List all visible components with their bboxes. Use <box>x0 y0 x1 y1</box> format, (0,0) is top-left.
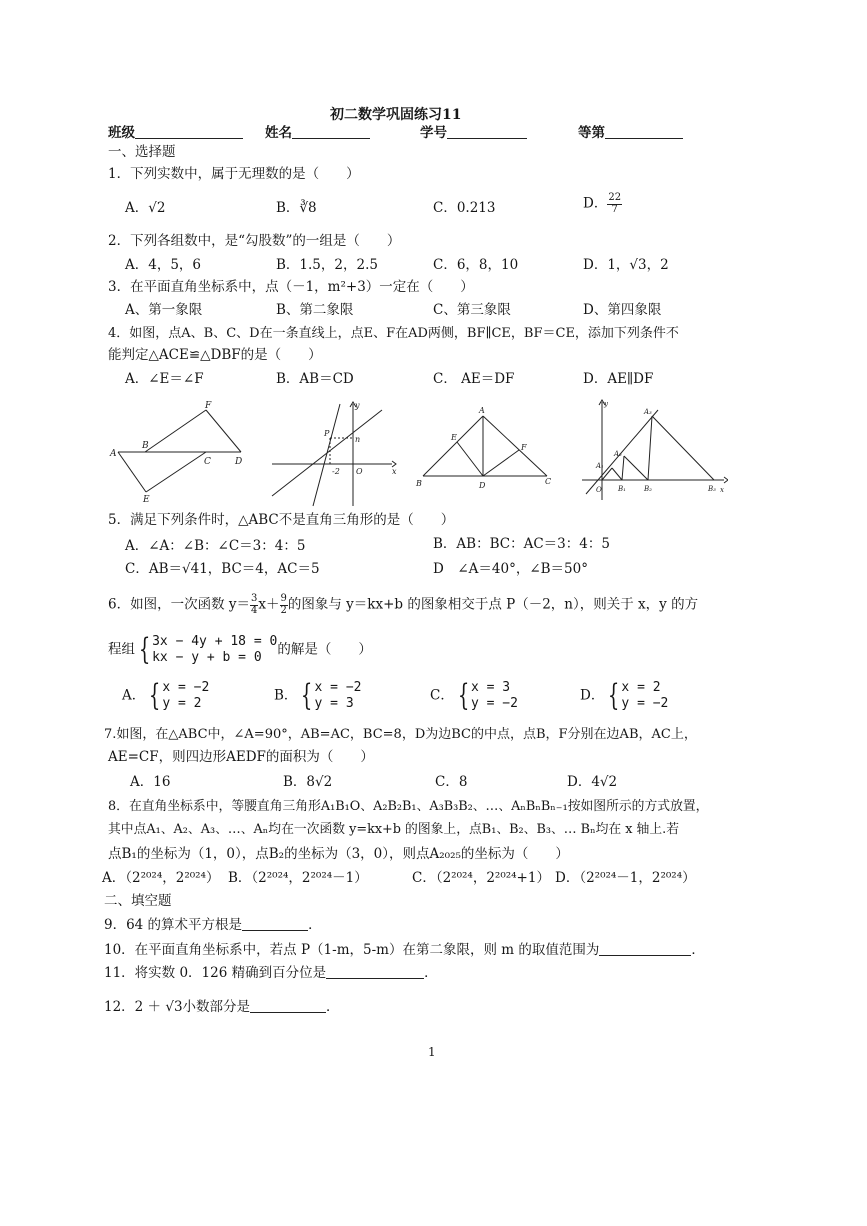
q7-option-b[interactable]: B．8√2 <box>283 774 333 790</box>
q6-option-a[interactable]: A． { x = −2 y = 2 <box>122 678 210 714</box>
q5-option-d[interactable]: D ∠A＝40°，∠B＝50° <box>433 561 588 577</box>
fig3-label-B: B <box>416 479 422 488</box>
q5-option-c[interactable]: C．AB＝√41，BC＝4，AC＝5 <box>125 561 320 577</box>
fig3-label-E: E <box>451 433 457 442</box>
fig4-label-O: O <box>596 486 602 494</box>
fig1-label-C: C <box>204 457 211 467</box>
page-title: 初二数学巩固练习11 <box>330 107 462 123</box>
fig4-label-B1: B₁ <box>618 485 626 493</box>
fig2-label-O: O <box>356 467 363 476</box>
name-label: 姓名 <box>265 126 370 141</box>
q10: 10．在平面直角坐标系中，若点 P（1-m，5-m）在第二象限，则 m 的取值范围为 ． <box>104 942 705 958</box>
q12-answer-blank[interactable] <box>250 1000 326 1013</box>
q1-option-b[interactable]: B．∛8 <box>276 200 317 216</box>
q12: 12．2 ＋ √3小数部分是 ． <box>104 999 340 1015</box>
q5-stem: 5．满足下列条件时，△ABC不是直角三角形的是（ ） <box>108 512 455 528</box>
fig4-label-x: x <box>720 486 724 494</box>
id-blank[interactable] <box>447 126 527 139</box>
figure-q7-triangle <box>415 400 557 492</box>
q2-option-d[interactable]: D．1，√3，2 <box>583 257 669 273</box>
q2-option-b[interactable]: B．1.5，2，2.5 <box>276 257 378 273</box>
q2-option-c[interactable]: C．6，8，10 <box>433 257 519 273</box>
q6-option-b[interactable]: B． { x = −2 y = 3 <box>274 678 362 714</box>
fig2-label-y: y <box>355 401 360 410</box>
q9-answer-blank[interactable] <box>242 918 308 931</box>
q4-option-c[interactable]: C． AE＝DF <box>433 371 515 387</box>
q7-option-a[interactable]: A．16 <box>130 774 171 790</box>
q3-option-b[interactable]: B、第二象限 <box>276 302 354 318</box>
fig2-label-x: x <box>392 467 397 476</box>
grade-label: 等第 <box>578 126 683 141</box>
figure-q6-graph <box>268 398 400 510</box>
q2-stem: 2．下列各组数中，是“勾股数”的一组是（ ） <box>108 233 401 249</box>
q9: 9．64 的算术平方根是 ． <box>104 917 322 933</box>
fig2-label-n: n <box>355 435 361 444</box>
q6-stem-line1: 6．如图，一次函数 y＝ $\frac{3}{4}$ x＋ $\frac{9}{2}$ 的图象与 y＝kx+b 的图象相交于点 P（－2，n），则关于 x，y 的方 <box>108 593 699 616</box>
q7-stem-line1: 7.如图，在△ABC中，∠A=90°，AB=AC，BC=8，D为边BC的中点，点B，F分别在边AB，AC上， <box>104 727 697 742</box>
q4-option-d[interactable]: D．AE∥DF <box>583 371 654 387</box>
fig4-label-A3: A₃ <box>644 408 652 416</box>
name-blank[interactable] <box>292 126 370 139</box>
fig4-label-A1: A₁ <box>596 462 604 470</box>
q3-option-a[interactable]: A、第一象限 <box>125 302 203 318</box>
class-label: 班级 <box>108 126 243 141</box>
section-fill-blank: 二、填空题 <box>104 893 172 909</box>
q8-option-d[interactable]: D．（2²⁰²⁴－1，2²⁰²⁴） <box>555 870 696 886</box>
q5-option-b[interactable]: B．AB：BC：AC＝3：4：5 <box>433 536 610 552</box>
q6-option-d[interactable]: D． { x = 2 y = −2 <box>580 678 669 714</box>
fig1-label-B: B <box>142 441 149 451</box>
q2-option-a[interactable]: A．4，5，6 <box>125 257 202 273</box>
q3-stem: 3．在平面直角坐标系中，点（－1，m²+3）一定在（ ） <box>108 279 474 295</box>
q8-option-b[interactable]: B．（2²⁰²⁴，2²⁰²⁴－1） <box>228 870 368 886</box>
fig3-label-D: D <box>479 481 486 490</box>
fig1-label-D: D <box>235 457 243 467</box>
q4-option-b[interactable]: B．AB＝CD <box>276 371 354 387</box>
q8-option-c[interactable]: C．（2²⁰²⁴，2²⁰²⁴+1） <box>412 870 550 886</box>
fig4-label-y: y <box>604 400 608 408</box>
grade-blank[interactable] <box>605 126 683 139</box>
fig3-label-C: C <box>545 477 552 486</box>
q7-option-c[interactable]: C．8 <box>435 774 468 790</box>
q7-stem-line2: AE=CF，则四边形AEDF的面积为（ ） <box>108 749 374 765</box>
fig3-label-A: A <box>479 406 485 415</box>
q8-stem-line2: 其中点A₁、A₂、A₃、…、Aₙ均在一次函数 y=kx+b 的图象上，点B₁、B₂、B₃、… Bₙ均在 x 轴上.若 <box>108 822 680 837</box>
q1-option-c[interactable]: C．0.213 <box>433 200 496 216</box>
q1-stem: 1．下列实数中，属于无理数的是（ ） <box>108 166 360 182</box>
q7-option-d[interactable]: D．4√2 <box>567 774 618 790</box>
figure-q8-staircase <box>578 396 728 504</box>
fig4-label-A2: A₂ <box>614 450 622 458</box>
figure-q4-triangles <box>108 400 248 505</box>
q8-option-a[interactable]: A．（2²⁰²⁴，2²⁰²⁴） <box>102 870 220 886</box>
q1-option-a[interactable]: A．√2 <box>125 200 166 216</box>
page-number: 1 <box>428 1045 436 1059</box>
fig1-label-F: F <box>205 401 212 411</box>
q10-answer-blank[interactable] <box>599 943 691 956</box>
q11-answer-blank[interactable] <box>326 966 424 979</box>
fig1-label-E: E <box>143 495 150 505</box>
fig4-label-B3: B₃ <box>708 485 716 493</box>
q5-option-a[interactable]: A．∠A：∠B：∠C＝3：4：5 <box>125 538 306 554</box>
q6-stem-line2: 程组 { 3x − 4y + 18 = 0 kx − y + b = 0 的解是（ ） <box>108 632 372 668</box>
fig2-label-minus2: -2 <box>332 467 340 476</box>
q11: 11．将实数 0．126 精确到百分位是 ． <box>104 965 438 981</box>
class-blank[interactable] <box>135 126 243 139</box>
fig4-label-B2: B₂ <box>644 485 652 493</box>
q8-stem-line1: 8．在直角坐标系中，等腰直角三角形A₁B₁O、A₂B₂B₁、A₃B₃B₂、…、AₙBₙBₙ₋₁按如图所示的方式放置， <box>108 799 709 814</box>
student-id-label: 学号 <box>420 126 527 141</box>
fig1-label-A: A <box>110 449 117 459</box>
q4-option-a[interactable]: A．∠E＝∠F <box>125 371 204 387</box>
q3-option-c[interactable]: C、第三象限 <box>433 302 511 318</box>
q3-option-d[interactable]: D、第四象限 <box>583 302 662 318</box>
section-choice: 一、选择题 <box>108 144 176 160</box>
fig3-label-F: F <box>521 443 527 452</box>
fig2-label-P: P <box>324 429 330 438</box>
q8-stem-line3: 点B₁的坐标为（1，0），点B₂的坐标为（3，0），则点A₂₀₂₅的坐标为（ ） <box>108 846 569 862</box>
q1-option-d[interactable]: D． $\frac{22}{7}$ <box>583 192 622 215</box>
q4-stem-line2: 能判定△ACE≌△DBF的是（ ） <box>108 347 322 363</box>
q6-option-c[interactable]: C． { x = 3 y = −2 <box>430 678 518 714</box>
q4-stem-line1: 4．如图，点A、B、C、D在一条直线上，点E、F在AD两侧，BF∥CE，BF＝CE，添加下列条件不 <box>108 326 679 341</box>
